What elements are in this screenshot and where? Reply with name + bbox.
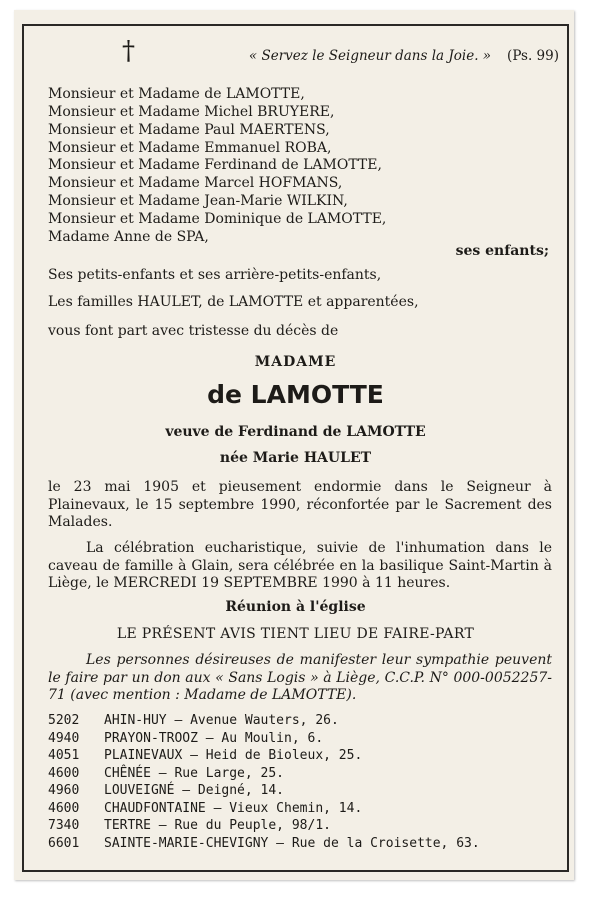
postal-code: 4940 <box>48 731 80 746</box>
birth-name-line: née Marie HAULET <box>219 450 372 466</box>
address-row <box>48 712 339 730</box>
address-row <box>48 817 331 835</box>
family-line: Monsieur et Madame Emmanuel ROBA, <box>48 140 332 156</box>
postal-code: 5202 <box>48 713 80 728</box>
postal-code: 4051 <box>48 748 80 763</box>
family-line: Monsieur et Madame Paul MAERTENS, <box>48 122 330 138</box>
family-line: Monsieur et Madame Ferdinand de LAMOTTE, <box>48 157 382 173</box>
families-line: Les familles HAULET, de LAMOTTE et apparentées, <box>48 294 419 310</box>
postal-code: 6601 <box>48 836 80 851</box>
widow-line: veuve de Ferdinand de LAMOTTE <box>165 424 426 440</box>
family-line: Monsieur et Madame Dominique de LAMOTTE, <box>48 211 387 227</box>
address-text: CHAUDFONTAINE – Vieux Chemin, 14. <box>104 801 363 816</box>
postal-code: 4600 <box>48 801 80 816</box>
donation-paragraph: Les personnes désireuses de manifester leur sympathie peuvent le faire par un don aux « Sans Logis » à Liège, C.C.P. N° 000-0052257-71 (avec mention : Madame de LAMOTTE). <box>48 652 552 703</box>
family-line: Monsieur et Madame de LAMOTTE, <box>48 86 305 102</box>
celebration-details: La célébration eucharistique, suivie de l'inhumation dans le caveau de famille à Glain, sera célébrée en la basilique Saint-Martin à Liège, le MERCREDI 19 SEPTEMBRE 1990 à 11 heures. <box>48 540 552 591</box>
address-text: TERTRE – Rue du Peuple, 98/1. <box>104 818 331 833</box>
address-row <box>48 800 362 818</box>
deceased-name: de LAMOTTE <box>207 380 384 409</box>
notice-line: LE PRÉSENT AVIS TIENT LIEU DE FAIRE-PART <box>116 626 475 642</box>
postal-code: 7340 <box>48 818 80 833</box>
deceased-title: MADAME <box>254 354 337 370</box>
family-line: Monsieur et Madame Jean-Marie WILKIN, <box>48 193 348 209</box>
family-line: Monsieur et Madame Michel BRUYERE, <box>48 104 335 120</box>
header-quote <box>0 48 559 64</box>
address-row <box>48 765 284 783</box>
address-row <box>48 782 284 800</box>
cross-icon: † <box>122 36 135 66</box>
grandchildren-line: Ses petits-enfants et ses arrière-petits-enfants, <box>48 267 382 283</box>
address-row <box>48 835 480 853</box>
address-text: AHIN-HUY – Avenue Wauters, 26. <box>104 713 339 728</box>
address-text: PRAYON-TROOZ – Au Moulin, 6. <box>104 731 324 746</box>
address-text: SAINTE-MARIE-CHEVIGNY – Rue de la Croisette, 63. <box>104 836 480 851</box>
family-line: Madame Anne de SPA, <box>48 229 209 245</box>
address-row <box>48 730 323 748</box>
children-label: ses enfants; <box>455 243 549 259</box>
postal-code: 4960 <box>48 783 80 798</box>
address-text: CHÊNÉE – Rue Large, 25. <box>104 766 285 781</box>
address-text: PLAINEVAUX – Heid de Bioleux, 25. <box>104 748 363 763</box>
postal-code: 4600 <box>48 766 80 781</box>
psalm-reference: (Ps. 99) <box>507 48 559 64</box>
death-details: le 23 mai 1905 et pieusement endormie dans le Seigneur à Plainevaux, le 15 septembre 1990, réconfortée par le Sacrement des Malades. <box>48 479 552 530</box>
reunion-line: Réunion à l'église <box>225 599 366 615</box>
announcement-line: vous font part avec tristesse du décès de <box>48 323 339 339</box>
address-text: LOUVEIGNÉ – Deigné, 14. <box>104 783 285 798</box>
address-row <box>48 747 362 765</box>
family-line: Monsieur et Madame Marcel HOFMANS, <box>48 175 343 191</box>
quote-text: « Servez le Seigneur dans la Joie. » <box>248 48 492 64</box>
